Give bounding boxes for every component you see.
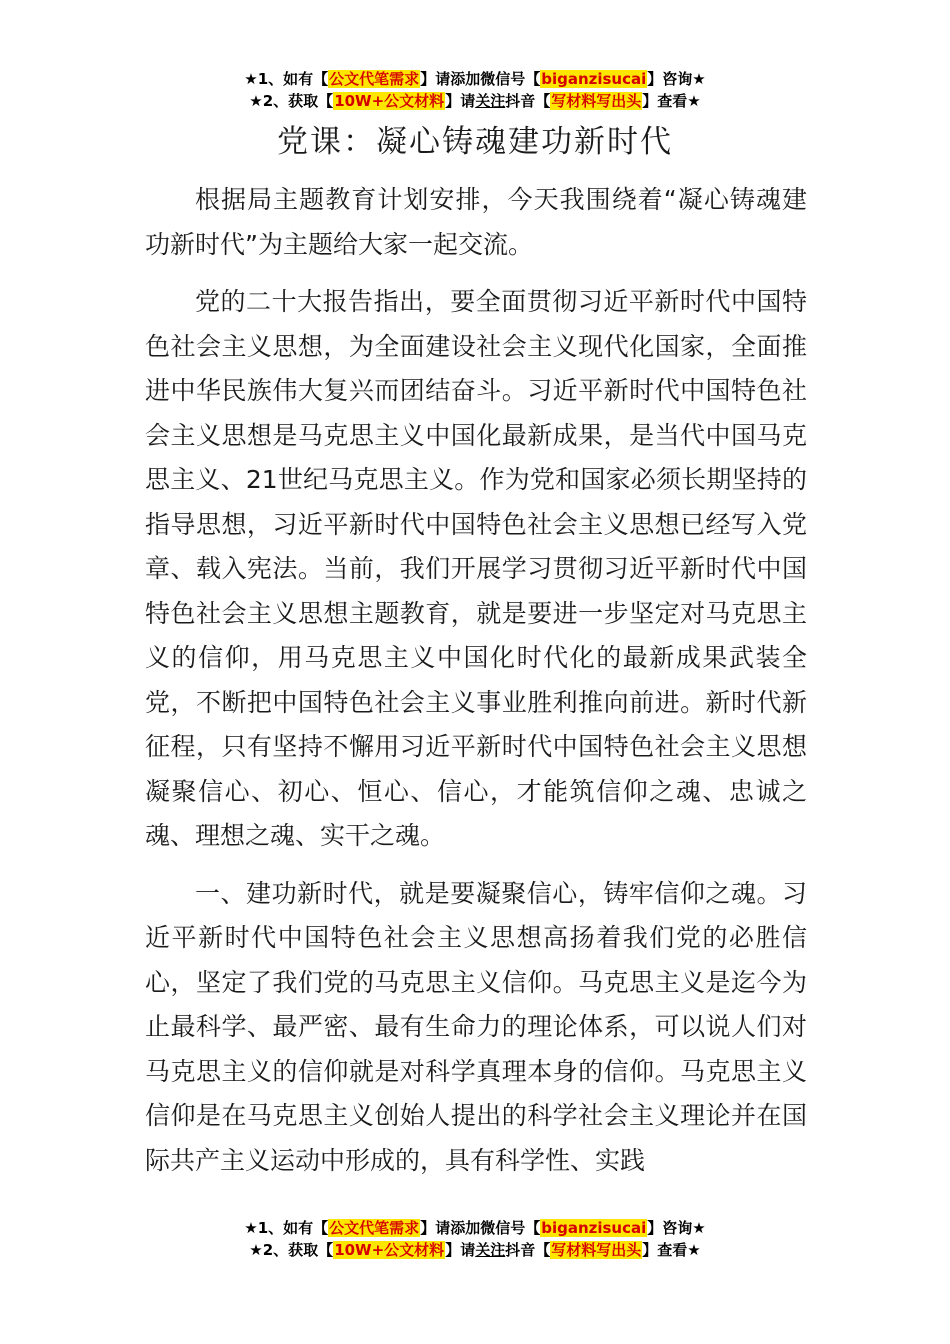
footer-highlight-douyin-account: 写材料写出头 — [551, 1241, 642, 1259]
banner-line-2-prefix: ★2、获取【 — [249, 92, 334, 110]
banner-follow-link[interactable]: 关注 — [475, 92, 506, 110]
banner-line-2-middle: 】请 — [445, 92, 476, 110]
footer-highlight-writing-service: 公文代笔需求 — [329, 1219, 420, 1237]
footer-line-2-middle: 】请 — [445, 1241, 476, 1259]
paragraph-report: 党的二十大报告指出，要全面贯彻习近平新时代中国特色社会主义思想，为全面建设社会主义现代化国家，全面推进中华民族伟大复兴而团结奋斗。习近平新时代中国特色社会主义思想是马克思主义中国化最新成果，是当代中国马克思主义、21世纪马克思主义。作为党和国家必须长期坚持的指导思想，习近平新时代中国特色社会主义思想已经写入党章、载入宪法。当前，我们开展学习贯彻习近平新时代中国特色社会主义思想主题教育，就是要进一步坚定对马克思主义的信仰，用马克思主义中国化时代化的最新成果武装全党，不断把中国特色社会主义事业胜利推向前进。新时代新征程，只有坚持不懈用习近平新时代中国特色社会主义思想凝聚信心、初心、恒心、信心，才能筑信仰之魂、忠诚之魂、理想之魂、实干之魂。 — [145, 287, 807, 850]
banner-line-1-suffix: 】咨询★ — [647, 70, 706, 88]
banner-line-1-prefix: ★1、如有【 — [244, 70, 329, 88]
footer-line-2-suffix: 】查看★ — [642, 1241, 701, 1259]
banner-line-2-suffix: 】查看★ — [642, 92, 701, 110]
banner-line-2-middle-2: 抖音【 — [505, 92, 551, 110]
banner-line-2 — [0, 90, 950, 112]
banner-highlight-materials: 10W+公文材料 — [334, 92, 445, 110]
banner-highlight-wechat-id: biganzisucai — [541, 70, 647, 88]
footer-line-1-middle: 】请添加微信号【 — [420, 1219, 541, 1237]
footer-banner — [0, 1217, 950, 1261]
footer-line-2-middle-2: 抖音【 — [505, 1241, 551, 1259]
header-banner — [0, 68, 950, 112]
footer-follow-link[interactable]: 关注 — [475, 1241, 506, 1259]
footer-line-1-prefix: ★1、如有【 — [244, 1219, 329, 1237]
banner-line-1-middle: 】请添加微信号【 — [420, 70, 541, 88]
banner-line-1 — [0, 68, 950, 90]
paragraph-intro: 根据局主题教育计划安排，今天我围绕着“凝心铸魂建功新时代”为主题给大家一起交流。 — [145, 185, 807, 259]
footer-highlight-wechat-id: biganzisucai — [541, 1219, 647, 1237]
banner-highlight-douyin-account: 写材料写出头 — [551, 92, 642, 110]
document-title: 党课：凝心铸魂建功新时代 — [277, 124, 673, 160]
footer-highlight-materials: 10W+公文材料 — [334, 1241, 445, 1259]
banner-highlight-writing-service: 公文代笔需求 — [329, 70, 420, 88]
paragraph-section-one: 一、建功新时代，就是要凝聚信心，铸牢信仰之魂。习近平新时代中国特色社会主义思想高扬着我们党的必胜信心，坚定了我们党的马克思主义信仰。马克思主义是迄今为止最科学、最严密、最有生命力的理论体系，可以说人们对马克思主义的信仰就是对科学真理本身的信仰。马克思主义信仰是在马克思主义创始人提出的科学社会主义理论并在国际共产主义运动中形成的，具有科学性、实践 — [145, 878, 807, 1175]
footer-line-1-suffix: 】咨询★ — [647, 1219, 706, 1237]
footer-banner-line-2 — [0, 1239, 950, 1261]
document-body — [145, 178, 807, 1183]
footer-banner-line-1 — [0, 1217, 950, 1239]
footer-line-2-prefix: ★2、获取【 — [249, 1241, 334, 1259]
